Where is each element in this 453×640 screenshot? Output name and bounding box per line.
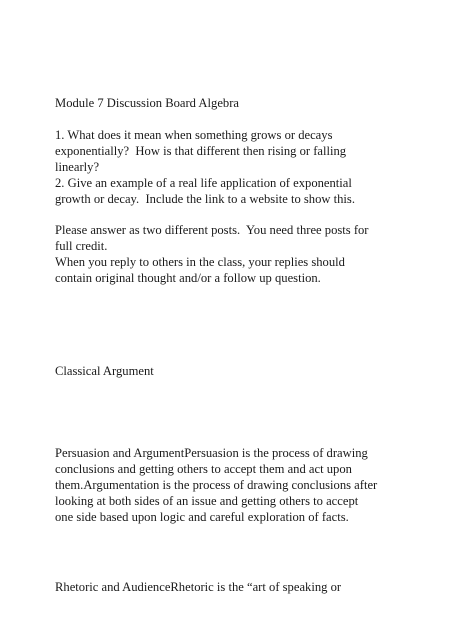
instructions-line-1: Please answer as two different posts. You need three posts for — [55, 223, 369, 237]
persuasion-line-1: Persuasion and ArgumentPersuasion is the process of drawing — [55, 446, 368, 460]
question-1-line-3: linearly? — [55, 160, 100, 174]
question-2-line-2: growth or decay. Include the link to a website to show this. — [55, 192, 355, 206]
question-2-line-1: 2. Give an example of a real life application of exponential — [55, 176, 352, 190]
instructions-line-3: When you reply to others in the class, your replies should — [55, 255, 345, 269]
question-1-line-1: 1. What does it mean when something grows or decays — [55, 128, 333, 142]
document-title: Module 7 Discussion Board Algebra — [55, 96, 239, 110]
persuasion-line-2: conclusions and getting others to accept them and act upon — [55, 462, 352, 476]
persuasion-line-3: them.Argumentation is the process of drawing conclusions after — [55, 478, 378, 492]
question-1-line-2: exponentially? How is that different then rising or falling — [55, 144, 347, 158]
persuasion-line-4: looking at both sides of an issue and getting others to accept — [55, 494, 359, 508]
section-heading: Classical Argument — [55, 364, 154, 378]
instructions-line-2: full credit. — [55, 239, 108, 253]
instructions-line-4: contain original thought and/or a follow up question. — [55, 271, 321, 285]
persuasion-line-5: one side based upon logic and careful exploration of facts. — [55, 510, 349, 524]
rhetoric-line: Rhetoric and AudienceRhetoric is the “art of speaking or — [55, 580, 342, 594]
